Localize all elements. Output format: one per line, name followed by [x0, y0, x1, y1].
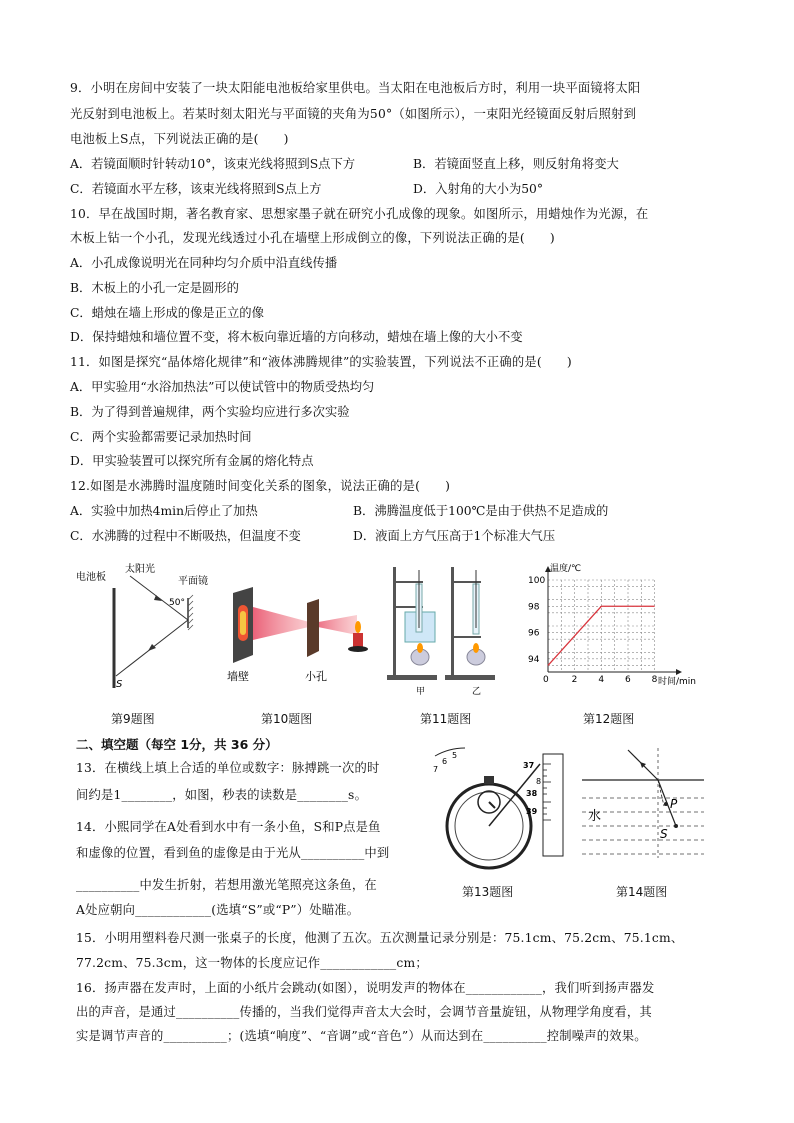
q9-line1: 9．小明在房间中安装了一块太阳能电池板给家里供电。当太阳在电池板后方时，利用一块平面镜将太阳 [70, 81, 641, 95]
x-tick-label: 4 [598, 675, 605, 685]
q14-line2: 和虚像的位置，看到鱼的虚像是由于光从__________中到 [76, 846, 390, 860]
fig11-stand-jia [393, 567, 396, 677]
q12-option-d: D．液面上方气压高于1个标准大气压 [353, 529, 556, 543]
fig14-label-s: S [660, 827, 668, 841]
x-tick-label: 6 [625, 675, 631, 685]
fig10-light-cone-left [253, 607, 313, 640]
q13-line2: 间约是1________，如图，秒表的读数是________s。 [76, 788, 368, 802]
q9-option-d: D．入射角的大小为50° [413, 182, 544, 196]
fig11-label-yi: 乙 [472, 687, 482, 697]
fig10-wall-label: 墙壁 [227, 670, 249, 683]
fig9-arrow-incident [154, 595, 162, 601]
fig14-label-p: P [670, 797, 678, 811]
fig11-base-yi [445, 675, 495, 680]
fig10-light-cone-right [313, 615, 357, 635]
fig11-flame-yi-icon [473, 643, 479, 653]
fig11-stand-yi [451, 567, 454, 677]
q10-option-b: B．木板上的小孔一定是圆形的 [70, 281, 239, 295]
fig13-crown [484, 776, 494, 784]
q10-option-a: A．小孔成像说明光在同种均匀介质中沿直线传播 [70, 256, 338, 270]
fig11-caption: 第11题图 [420, 712, 472, 726]
q9-option-a: A．若镜面顺时针转动10°，该束光线将照到S点下方 [70, 157, 356, 171]
y-tick-label: 94 [528, 654, 540, 665]
q11-option-d: D．甲实验装置可以探究所有金属的熔化特点 [70, 454, 314, 468]
fig11-base-jia [387, 675, 437, 680]
figure-14-refraction [580, 746, 706, 861]
fig11-flame-jia-icon [417, 643, 423, 653]
fig14-water-lines [582, 798, 704, 854]
q14-line4: A处应朝向____________(选填“S”或“P”）处瞄准。 [76, 903, 360, 917]
fig13-n38: 38 [526, 789, 538, 798]
fig13-n39: 39 [526, 807, 538, 816]
q11-option-c: C．两个实验都需要记录加热时间 [70, 430, 252, 444]
y-tick-label: 96 [528, 628, 540, 639]
fig13-n5: 5 [452, 751, 458, 760]
fig10-caption: 第10题图 [261, 712, 313, 726]
q11-option-a: A．甲实验用“水浴加热法”可以使试管中的物质受热均匀 [70, 380, 375, 394]
fig10-image-inner [240, 611, 246, 635]
q14-line3: __________中发生折射，若想用激光笔照亮这条鱼，在 [76, 878, 377, 892]
figure-12-chart [520, 560, 705, 690]
q14-line1: 14．小熙同学在A处看到水中有一条小鱼，S和P点是鱼 [76, 820, 381, 834]
q9-line2: 光反射到电池板上。若某时刻太阳光与平面镜的夹角为50°（如图所示），一束阳光经镜面反射后照射到 [70, 107, 637, 121]
q12-option-a: A．实验中加热4min后停止了加热 [70, 504, 258, 518]
fig12-y-axis-label: 温度/℃ [550, 564, 582, 574]
fig12-origin-label: 0 [543, 675, 549, 685]
figure-10 [225, 585, 385, 685]
q16-line3: 实是调节声音的__________；(选填“响度”、“音调”或“音色”）从而达到在__________控制噪声的效果。 [76, 1029, 647, 1043]
figure-9 [70, 558, 230, 698]
fig13-zoom-scale [543, 754, 563, 856]
q12-option-b: B．沸腾温度低于100℃是由于供热不足造成的 [353, 504, 609, 518]
q16-line2: 出的声音，是通过__________传播的，当我们觉得声音太大会时，会调节音量旋钮，从物理学角度看，其 [76, 1005, 652, 1019]
q12-option-c: C．水沸腾的过程中不断吸热，但温度不变 [70, 529, 301, 543]
q9-option-c: C．若镜面水平左移，该束光线将照到S点上方 [70, 182, 322, 196]
fig14-water-label: 水 [588, 809, 602, 824]
q11-line1: 11．如图是探究“晶体熔化规律”和“液体沸腾规律”的实验装置，下列说法不正确的是( ) [70, 355, 572, 369]
fig14-caption: 第14题图 [616, 885, 668, 899]
fig13-n7: 7 [433, 765, 439, 774]
q12-line1: 12.如图是水沸腾时温度随时间变化关系的图象，说法正确的是( ) [70, 479, 451, 493]
x-axis-arrow-icon [676, 669, 682, 675]
fig9-caption: 第9题图 [111, 712, 155, 726]
section-2-title: 二、填空题（每空 1分，共 36 分） [76, 737, 278, 752]
figure-13-stopwatch [425, 746, 585, 871]
y-tick-label: 100 [528, 576, 546, 586]
x-tick-label: 8 [651, 675, 658, 685]
fig10-board [307, 599, 319, 657]
fig14-point-s [674, 824, 678, 828]
fig10-hole-label: 小孔 [305, 670, 327, 683]
fig11-label-jia: 甲 [416, 687, 426, 697]
fig12-x-axis-label: 时间/min [658, 677, 697, 687]
q15-line1: 15．小明用塑料卷尺测一张桌子的长度，他测了五次。五次测量记录分别是：75.1cm、75.2cm、75.1cm、 [76, 931, 684, 945]
q13-line1: 13．在横线上填上合适的单位或数字：脉搏跳一次的时 [76, 761, 380, 775]
fig9-arrow-reflected [148, 644, 156, 651]
q9-line3: 电池板上S点，下列说法正确的是( ) [70, 132, 289, 146]
fig13-caption: 第13题图 [462, 885, 514, 899]
figure-11 [383, 562, 503, 697]
fig12-caption: 第12题图 [583, 712, 635, 726]
q9-option-b: B．若镜面竖直上移，则反射角将变大 [413, 157, 619, 171]
q10-option-d: D．保持蜡烛和墙位置不变，将木板向靠近墙的方向移动，蜡烛在墙上像的大小不变 [70, 330, 523, 344]
fig13-n6: 6 [442, 757, 448, 766]
fig13-n8: 8 [536, 777, 542, 786]
fig14-point-p [664, 802, 668, 806]
fig10-candle-base [348, 646, 368, 652]
q10-line2: 木板上钻一个小孔，发现光线透过小孔在墙壁上形成倒立的像，下列说法正确的是( ) [70, 231, 555, 245]
fig13-zoom-arc [435, 748, 465, 756]
q10-line1: 10．早在战国时期，著名教育家、思想家墨子就在研究小孔成像的现象。如图所示，用蜡烛作为光源，在 [70, 207, 649, 221]
fig10-candle [353, 633, 363, 647]
fig9-sun-label: 太阳光 [125, 564, 155, 575]
fig9-mirror-label: 平面镜 [178, 576, 208, 587]
fig10-flame-icon [355, 621, 361, 633]
x-tick-label: 2 [571, 675, 578, 685]
y-tick-label: 98 [528, 602, 540, 613]
q11-option-b: B．为了得到普遍规律，两个实验均应进行多次实验 [70, 405, 350, 419]
q15-line2: 77.2cm、75.3cm，这一物体的长度应记作____________cm； [76, 956, 428, 970]
q10-option-c: C．蜡烛在墙上形成的像是正立的像 [70, 306, 264, 320]
fig13-n37: 37 [523, 761, 535, 770]
fig9-panel-label: 电池板 [76, 572, 106, 583]
q16-line1: 16．扬声器在发声时，上面的小纸片会跳动(如图），说明发声的物体在____________，我们听到扬声器发 [76, 981, 655, 995]
fig9-angle-label: 50° [169, 598, 185, 608]
fig9-point-s: S [116, 679, 123, 690]
